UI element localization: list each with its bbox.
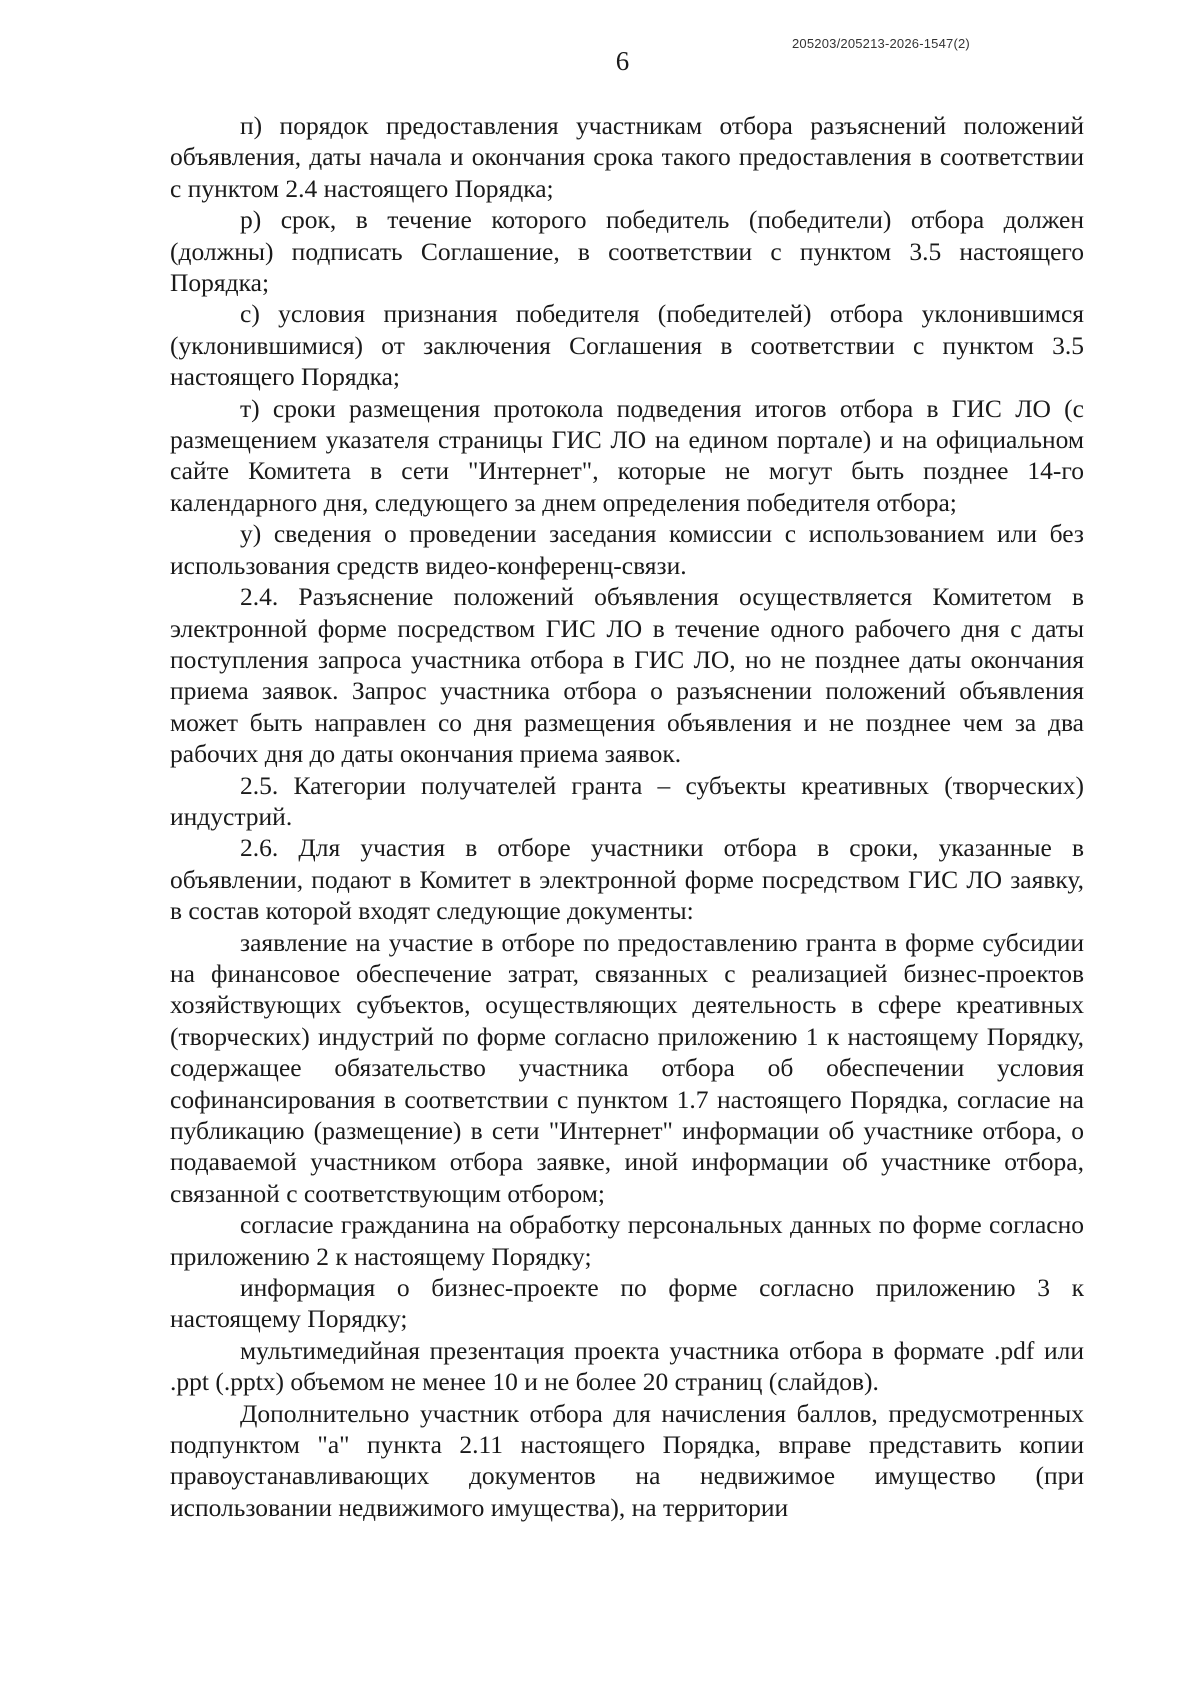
paragraph-multimedia-presentation: мультимедийная презентация проекта участника отбора в формате .pdf или .ppt (.pptx) объемом не менее 10 и не более 20 страниц (слайдов).: [170, 1335, 1084, 1397]
document-body: [170, 110, 1084, 1523]
paragraph-item-t: т) сроки размещения протокола подведения итогов отбора в ГИС ЛО (с размещением указателя страницы ГИС ЛО на едином портале) и на официальном сайте Комитета в сети "Интернет", которые не могут быть позднее 14-го календарного дня, следующего за днем определения победителя отбора;: [170, 393, 1084, 517]
page-number: 6: [615, 46, 630, 76]
paragraph-2-4: 2.4. Разъяснение положений объявления осуществляется Комитетом в электронной форме посредством ГИС ЛО в течение одного рабочего дня с даты поступления запроса участника отбора в ГИС ЛО, но не позднее даты окончания приема заявок. Запрос участника отбора о разъяснении положений объявления может быть направлен со дня размещения объявления и не позднее чем за два рабочих дня до даты окончания приема заявок.: [170, 582, 1084, 769]
paragraph-additional-documents: Дополнительно участник отбора для начисления баллов, предусмотренных подпунктом "а" пункта 2.11 настоящего Порядка, вправе представить копии правоустанавливающих документов на недвижимое имущество (при использовании недвижимого имущества), на территории: [170, 1398, 1084, 1522]
paragraph-item-p: п) порядок предоставления участникам отбора разъяснений положений объявления, даты начала и окончания срока такого предоставления в соответствии с пунктом 2.4 настоящего Порядка;: [170, 111, 1084, 203]
paragraph-2-6: 2.6. Для участия в отборе участники отбора в сроки, указанные в объявлении, подают в Комитет в электронной форме посредством ГИС ЛО заявку, в состав которой входят следующие документы:: [170, 833, 1084, 926]
document-registration-number: 205203/205213-2026-1547(2): [792, 36, 970, 51]
paragraph-personal-data-consent: согласие гражданина на обработку персональных данных по форме согласно приложению 2 к настоящему Порядку;: [170, 1210, 1084, 1271]
paragraph-item-u: у) сведения о проведении заседания комиссии с использованием или без использования средств видео-конференц-связи.: [170, 519, 1084, 580]
paragraph-2-5: 2.5. Категории получателей гранта – субъекты креативных (творческих) индустрий.: [170, 770, 1084, 831]
paragraph-application-statement: заявление на участие в отборе по предоставлению гранта в форме субсидии на финансовое обеспечение затрат, связанных с реализацией бизнес-проектов хозяйствующих субъектов, осуществляющих деятельность в сфере креативных (творческих) индустрий по форме согласно приложению 1 к настоящему Порядку, содержащее обязательство участника отбора об обеспечении условия софинансирования в соответствии с пунктом 1.7 настоящего Порядка, согласие на публикацию (размещение) в сети "Интернет" информации об участнике отбора, о подаваемой участником отбора заявке, иной информации об участнике отбора, связанной с соответствующим отбором;: [170, 927, 1084, 1208]
paragraph-item-s: с) условия признания победителя (победителей) отбора уклонившимся (уклонившимися) от заключения Соглашения в соответствии с пунктом 3.5 настоящего Порядка;: [170, 299, 1084, 392]
paragraph-business-project-info: информация о бизнес-проекте по форме согласно приложению 3 к настоящему Порядку;: [170, 1273, 1084, 1334]
paragraph-item-r: р) срок, в течение которого победитель (победители) отбора должен (должны) подписать Соглашение, в соответствии с пунктом 3.5 настоящего Порядка;: [170, 205, 1084, 298]
